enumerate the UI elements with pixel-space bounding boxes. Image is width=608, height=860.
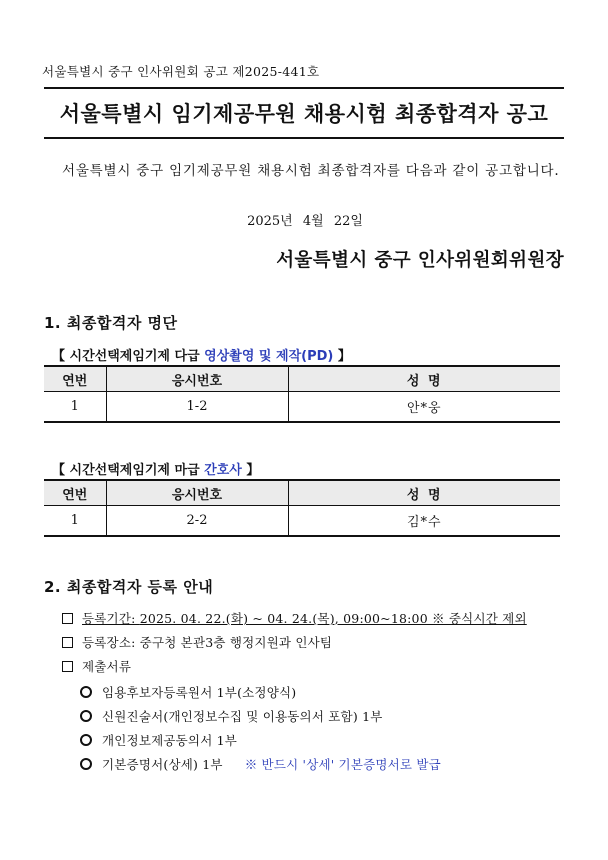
checkbox-bullet-icon bbox=[62, 661, 73, 672]
registration-place bbox=[62, 633, 332, 651]
cell-name: 김*수 bbox=[288, 506, 560, 537]
circle-bullet-icon bbox=[80, 734, 92, 746]
document-note: ※ 반드시 '상세' 기본증명서로 발급 bbox=[244, 757, 441, 772]
document-text: 신원진술서(개인정보수집 및 이용동의서 포함) 1부 bbox=[102, 709, 383, 724]
col-header-name: 성 명 bbox=[288, 480, 560, 506]
section-2-heading: 2. 최종합격자 등록 안내 bbox=[44, 578, 214, 596]
table-row bbox=[44, 506, 560, 537]
col-header-number: 연번 bbox=[44, 366, 106, 392]
document-item bbox=[80, 755, 441, 773]
group-1-label bbox=[52, 345, 351, 364]
col-header-exam-id: 응시번호 bbox=[106, 366, 288, 392]
group-1-position: 영상촬영 및 제작(PD) bbox=[204, 349, 334, 364]
title-bottom-rule bbox=[44, 137, 564, 139]
group-1-label-suffix: 】 bbox=[333, 349, 351, 364]
table-row bbox=[44, 392, 560, 423]
group-2-label-suffix: 】 bbox=[241, 463, 260, 478]
issuer-name: 서울특별시 중구 인사위원회위원장 bbox=[276, 250, 564, 271]
required-documents bbox=[62, 657, 131, 675]
table-header-row bbox=[44, 366, 560, 392]
group-1-label-prefix: 【 시간선택제임기제 다급 bbox=[52, 349, 205, 364]
document-item bbox=[80, 707, 383, 725]
cell-exam-id: 1-2 bbox=[106, 392, 288, 423]
checkbox-bullet-icon bbox=[62, 637, 73, 648]
col-header-number: 연번 bbox=[44, 480, 106, 506]
circle-bullet-icon bbox=[80, 758, 92, 770]
registration-period-label: 등록기간: bbox=[82, 611, 140, 626]
table-header-row bbox=[44, 480, 560, 506]
title-top-rule bbox=[44, 87, 564, 89]
registration-place-label: 등록장소: 중구청 본관3층 행정지원과 인사팀 bbox=[82, 635, 333, 650]
cell-name: 안*웅 bbox=[288, 392, 560, 423]
results-table-1 bbox=[44, 365, 560, 423]
group-2-label bbox=[52, 459, 259, 478]
document-text: 임용후보자등록원서 1부(소정양식) bbox=[102, 685, 297, 700]
document-item bbox=[80, 731, 237, 749]
circle-bullet-icon bbox=[80, 686, 92, 698]
required-documents-label: 제출서류 bbox=[82, 659, 132, 674]
col-header-name: 성 명 bbox=[288, 366, 560, 392]
checkbox-bullet-icon bbox=[62, 613, 73, 624]
section-1-heading: 1. 최종합격자 명단 bbox=[44, 314, 178, 332]
document-item bbox=[80, 683, 296, 701]
cell-exam-id: 2-2 bbox=[106, 506, 288, 537]
intro-paragraph: 서울특별시 중구 임기제공무원 채용시험 최종합격자를 다음과 같이 공고합니다. bbox=[62, 163, 560, 179]
results-table-2 bbox=[44, 479, 560, 537]
group-2-position: 간호사 bbox=[204, 463, 242, 478]
registration-period-value: 2025. 04. 22.(화) ~ 04. 24.(목), 09:00~18:00 ※ 중식시간 제외 bbox=[139, 611, 527, 626]
cell-number: 1 bbox=[44, 506, 106, 537]
notice-number: 서울특별시 중구 인사위원회 공고 제2025-441호 bbox=[42, 64, 320, 79]
document-text: 개인정보제공동의서 1부 bbox=[102, 733, 238, 748]
cell-number: 1 bbox=[44, 392, 106, 423]
col-header-exam-id: 응시번호 bbox=[106, 480, 288, 506]
group-2-label-prefix: 【 시간선택제임기제 마급 bbox=[52, 463, 205, 478]
circle-bullet-icon bbox=[80, 710, 92, 722]
document-text: 기본증명서(상세) 1부 bbox=[102, 757, 223, 772]
registration-period bbox=[62, 609, 527, 627]
notice-date: 2025년 4월 22일 bbox=[247, 214, 363, 229]
page-title: 서울특별시 임기제공무원 채용시험 최종합격자 공고 bbox=[59, 102, 549, 126]
